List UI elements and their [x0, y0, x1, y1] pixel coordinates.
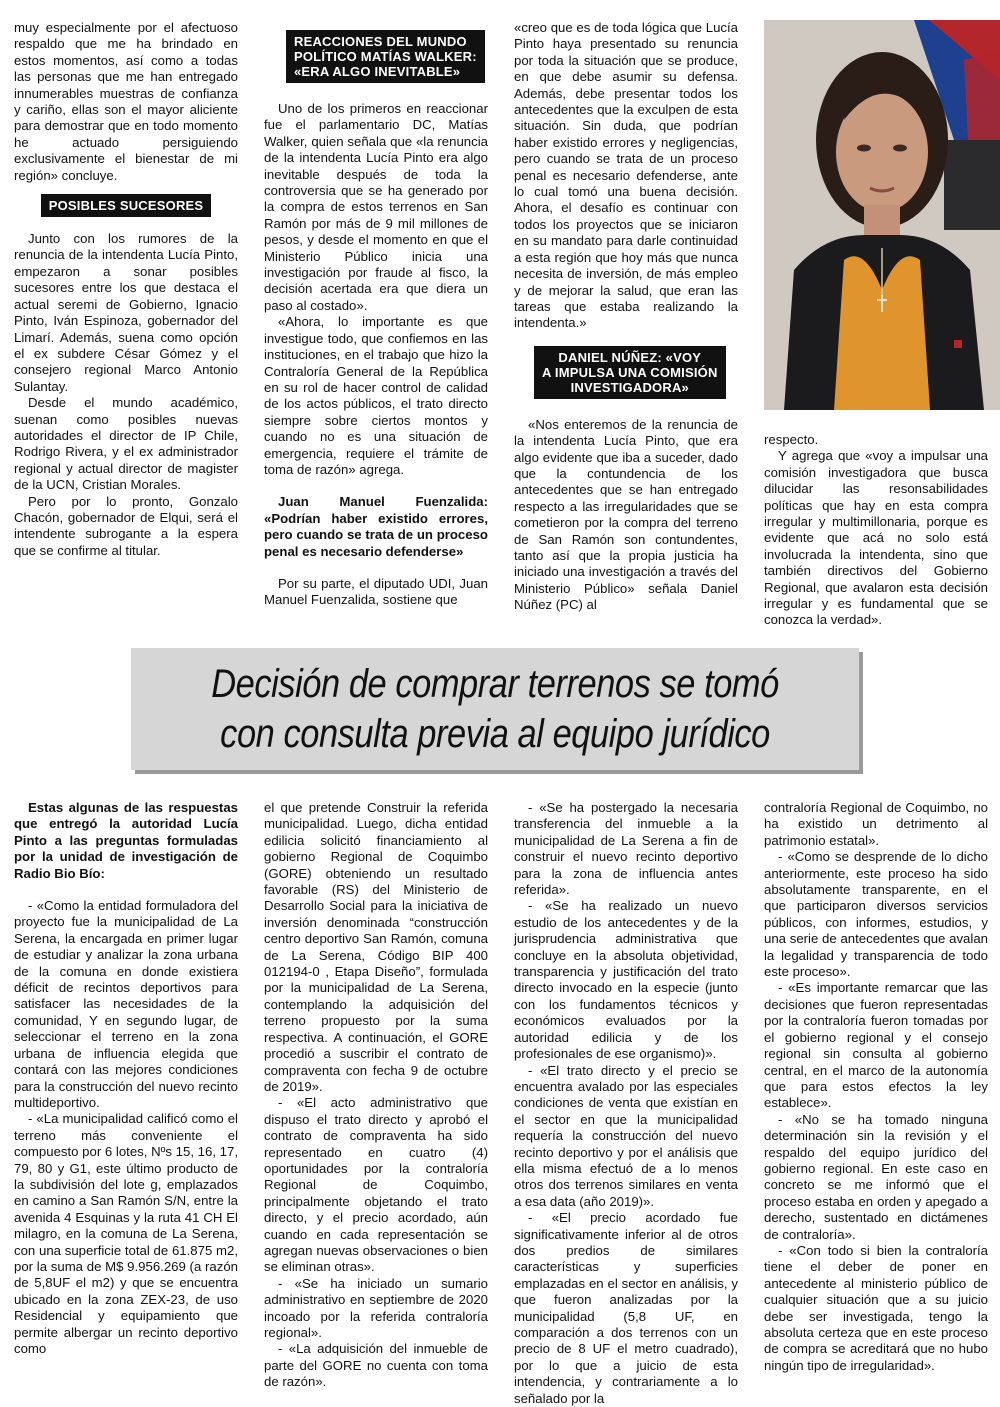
- paragraph: Junto con los rumores de la renuncia de la intendenta Lucía Pinto, empezaron a sonar posibles sucesores entre los que destaca el actual seremi de Gobierno, Ignacio Pinto, Iván Espinoza, gobernador del Limarí. Además, suena como opción el ex subdere César Gómez y el consejero regional Marco Antonio Sulantay.: [14, 231, 238, 394]
- paragraph: Pero por lo pronto, Gonzalo Chacón, gobernador de Elqui, será el intendente subrogante a la espera que se confirme al titular.: [14, 493, 238, 558]
- section-heading: POSIBLES SUCESORES: [41, 194, 212, 217]
- paragraph: - «La adquisición del inmueble de parte del GORE no cuenta con toma de razón».: [264, 1341, 488, 1390]
- paragraph: el que pretende Construir la referida municipalidad. Luego, dicha entidad edilicia solicitó financiamiento al gobierno Regional de Coquimbo (GORE) obteniendo un resultado favorable (RS) del Ministerio de Desarrollo Social para la iniciativa de inversión denominada “construcción centro deportivo San Ramón, comuna de La Serena, Código BIP 400 012194-0 , Etapa Diseño”, formulada por la municipalidad de La Serena, contemplando la adquisición del terreno propuesto por la suma respectiva. A continuación, el GORE procedió a suscribir el contrato de compraventa con fecha 9 de octubre de 2019».: [264, 800, 488, 1094]
- byline-quote: Juan Manuel Fuenzalida: «Podrían haber existido errores, pero cuando se trata de un proceso penal es necesario defenderse»: [264, 494, 488, 559]
- paragraph: - «Como la entidad formuladora del proyecto fue la municipalidad de La Serena, la encargada en primer lugar de estudiar y analizar la zona urbana de la comuna en donde existiera déficit de recintos deportivos para satisfacer las necesidades de la comunidad, Y en segundo lugar, de seleccionar el terreno en la zona urbana de influencia elegida que contará con las mejores condiciones para la construcción del nuevo recinto multideportivo.: [14, 898, 238, 1110]
- heading-line: A IMPULSA UNA COMISIÓN: [542, 364, 718, 380]
- paragraph: Por su parte, el diputado UDI, Juan Manuel Fuenzalida, sostiene que: [264, 575, 488, 608]
- bottom-column-4: [764, 800, 988, 1374]
- bottom-column-2: [264, 800, 488, 1391]
- paragraph: - «El trato directo y el precio se encuentra avalado por las especiales condiciones de venta que existían en el sector en que la municipalidad requería la construcción del nuevo recinto deportivo y por el análisis que ella misma efectuó de a lo menos otros dos terrenos similares en venta a esa data (año 2019)».: [514, 1062, 738, 1209]
- section-heading: [286, 30, 485, 83]
- intro-lead: Estas algunas de las respuestas que entregó la autoridad Lucía Pinto a las preguntas formuladas por la unidad de investigación de Radio Bio Bío:: [14, 800, 238, 881]
- portrait-illustration: [764, 20, 1000, 410]
- paragraph: «Nos enteremos de la renuncia de la intendenta Lucía Pinto, que era algo evidente que iba a suceder, dado que la contundencia de los antecedentes que se han entregado respecto a las irregularidades que se cometieron por la compra del terreno de San Ramón son contundentes, tanto así que la propia justicia ha iniciado una investigación a través del Ministerio Público» señala Daniel Núñez (PC) al: [514, 416, 738, 613]
- paragraph: Y agrega que «voy a impulsar una comisión investigadora que busca dilucidar las resonsabilidades políticas que hay en esta compra irregular y multimillonaria, porque es evidente que acá no solo está involucrada la intendenta, sino que también directivos del Gobierno Regional, que avalaron esta decisión irregular y es fundamental que se conozca la verdad».: [764, 448, 988, 628]
- paragraph: «creo que es de toda lógica que Lucía Pinto haya presentado su renuncia por toda la situación que se produce, en que debe asumir su defensa. Además, debe presentar todos los antecedentes que la exculpen de esta situación. Sin duda, que podrían haber existido errores y negligencias, pero cuando se trata de un proceso penal es necesario defenderse, ante lo cual tomó una buena decisión. Ahora, el desafío es continuar con todos los proyectos que se iniciaron en su mandato para darle continuidad a esta región que hoy más que nunca necesita de inversión, de más empleo y de mejorar la salud, que eran las tareas que estaba realizando la intendenta.»: [514, 20, 738, 331]
- heading-line: DANIEL NÚÑEZ: «VOY: [558, 349, 702, 365]
- headline-line: Decisión de comprar terrenos se tomó: [211, 662, 779, 706]
- paragraph: - «Como se desprende de lo dicho anteriormente, este proceso ha sido absolutamente transparente, en el que participaron diversos servicios públicos, con informes, estudios, y una serie de antecedentes que avalan la legalidad y transparencia de todo este proceso».: [764, 849, 988, 980]
- headline-banner: [131, 648, 859, 770]
- paragraph: «Ahora, lo importante es que investigue todo, que confiemos en las instituciones, en el trabajo que hizo la Contraloría General de la República en su rol de hacer control de calidad de los actos públicos, el trato directo siempre sobre ciertos montos y cuando no es una situación de emergencia, requiere el trámite de toma de razón» agrega.: [264, 314, 488, 477]
- top-column-3: [514, 20, 738, 614]
- paragraph: Desde el mundo académico, suenan como posibles nuevas autoridades el director de IP Chile, Rodrigo Rivera, y el ex administrador regional y actual director de magister de la UCN, Cristian Morales.: [14, 395, 238, 493]
- top-column-2: [264, 30, 488, 609]
- bottom-column-3: [514, 800, 738, 1407]
- woman-portrait-icon: [764, 20, 1000, 410]
- paragraph: - «Es importante remarcar que las decisiones que fueron representadas por la contraloría fueron tomadas por el gobierno regional y el consejo regional sin consulta al gobierno central, en el marco de la autonomía que para estos efectos la ley establece».: [764, 980, 988, 1111]
- paragraph: - «Se ha realizado un nuevo estudio de los antecedentes y de la jurisprudencia administrativa que concluye en la absoluta objetividad, transparencia y justificación del trato directo invocado en la especie (junto con los fundamentos técnicos y económicos evaluados por la autoridad edilicia y de los profesionales de ese organismo)».: [514, 898, 738, 1062]
- headline-line: con consulta previa al equipo jurídico: [220, 712, 770, 756]
- paragraph: - «El precio acordado fue significativamente inferior al de otros dos predios de similares características y superficies emplazadas en el sector en análisis, y que fueron analizadas por la municipalidad (5,8 UF, en comparación a dos terrenos con un precio de 8 UF el metro cuadrado), por lo que a juicio de esta intendencia, y contrariamente a lo señalado por la: [514, 1210, 738, 1406]
- headline: [211, 659, 779, 759]
- paragraph: Uno de los primeros en reaccionar fue el parlamentario DC, Matías Walker, quien señala que «la renuncia de la intendenta Lucía Pinto era algo inevitable después de toda la controversia que se ha generado por la compra de estos terrenos en San Ramón por más de 9 mil millones de pesos, y desde el momento en que el Ministerio Público inicia una investigación por fraude al fisco, la decisión acertada era que diera un paso al costado».: [264, 101, 488, 313]
- top-column-1: [14, 20, 238, 559]
- paragraph: muy especialmente por el afectuoso respaldo que me ha brindado en estos momentos, así como a todas las personas que me han entregado innumerables muestras de confianza y cariño, ellas son el mayor aliciente para demostrar que en todo momento he actuado persiguiendo exclusivamente el bienestar de mi región» concluye.: [14, 20, 238, 183]
- bottom-column-1: [14, 800, 238, 1357]
- top-column-4: [764, 432, 988, 629]
- heading-line: REACCIONES DEL MUNDO: [294, 34, 467, 49]
- paragraph: - «La municipalidad calificó como el terreno más conveniente el compuesto por 6 lotes, Nºs 15, 16, 17, 79, 80 y G1, este último producto de la subdivisión del lote g, emplazados en camino a San Ramón S/N, entre la avenida 4 Esquinas y la ruta 41 CH El milagro, en la comuna de La Serena, con una superficie total de 61.875 m2, por la suma de M$ 9.956.269 (a razón de 5,8UF el m2) y que se encuentra ubicado en la zona ZEX-23, de uso Residencial y equipamiento que permite albergar un recinto deportivo como: [14, 1111, 239, 1356]
- paragraph: - «Con todo si bien la contraloría tiene el deber de poner en antecedente al ministerio público de cualquier situación que a su juicio debe ser investigada, tengo la absoluta certeza que en este proceso de compra se acreditará que no hubo ningún tipo de irregularidad».: [764, 1242, 988, 1373]
- heading-line: «ERA ALGO INEVITABLE»: [294, 64, 461, 79]
- section-heading: [534, 346, 726, 399]
- heading-line: INVESTIGADORA»: [570, 379, 689, 395]
- heading-line: POLÍTICO MATÍAS WALKER:: [294, 49, 477, 64]
- paragraph: - «Se ha postergado la necesaria transferencia del inmueble a la municipalidad de La Serena a fin de construir el nuevo recinto deportivo para la zona de influencia antes referida».: [514, 800, 738, 898]
- paragraph: - «No se ha tomado ninguna determinación sin la revisión y el respaldo del equipo jurídico del gobierno regional. En este caso en concreto se me informó que el proceso estaba en orden y apegado a derecho, sustentado en dictámenes de contraloría».: [764, 1111, 988, 1242]
- paragraph: - «Se ha iniciado un sumario administrativo en septiembre de 2020 incoado por la referida contraloría regional».: [264, 1275, 488, 1340]
- paragraph: - «El acto administrativo que dispuso el trato directo y aprobó el contrato de compraventa ha sido representado en cuatro (4) oportunidades por la contraloría Regional de Coquimbo, principalmente objetando el trato directo, y el precio acordado, aún cuando en cada representación se agregan nuevas observaciones o bien se eliminan otras».: [264, 1095, 488, 1275]
- paragraph: respecto.: [764, 432, 819, 447]
- paragraph: contraloría Regional de Coquimbo, no ha existido un detrimento al patrimonio estatal».: [764, 800, 988, 848]
